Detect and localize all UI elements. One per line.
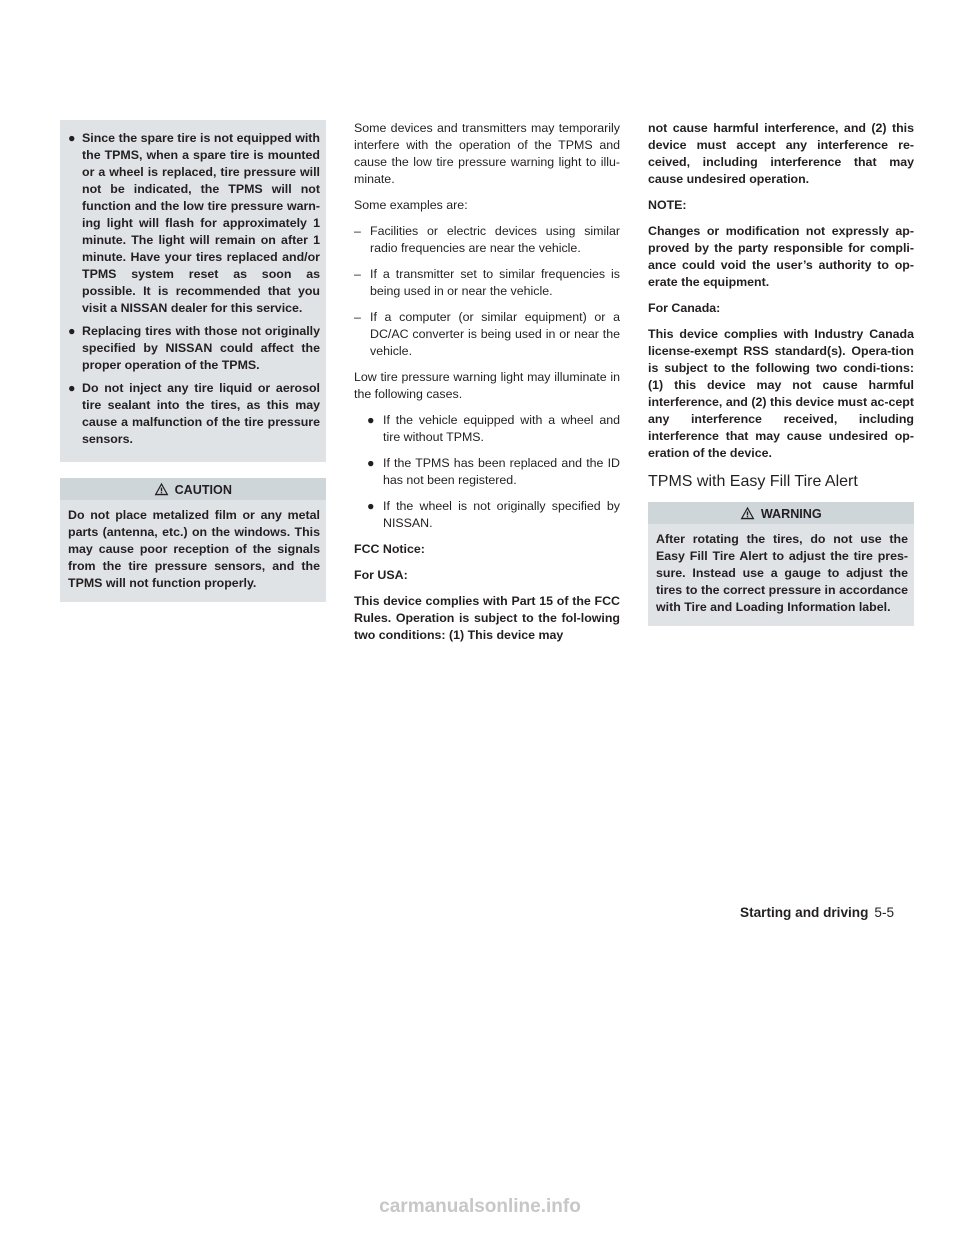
dash-mark: –: [354, 310, 361, 324]
fcc-notice-label: FCC Notice:: [354, 542, 425, 556]
paragraph: Some examples are:: [354, 198, 468, 212]
bullet-mark: ●: [367, 413, 375, 427]
warning-triangle-icon: [154, 480, 169, 504]
bullet-mark: ●: [68, 381, 76, 395]
caution-header: [60, 478, 326, 500]
for-canada-label: For Canada:: [648, 301, 721, 315]
dash-mark: –: [354, 224, 361, 238]
bullet-mark: ●: [68, 131, 76, 145]
column-1: [60, 120, 326, 602]
list-item: [367, 498, 620, 532]
list-item: [68, 380, 320, 448]
usa-compliance-text-cont: not cause harmful interference, and (2) this device must accept any interference re-ceived, including interference that may cause undesired operation.: [648, 121, 914, 186]
dash-text: Facilities or electric devices using similar radio frequencies are near the vehicle.: [370, 224, 620, 255]
list-item: [354, 223, 620, 257]
section-heading: TPMS with Easy Fill Tire Alert: [648, 473, 858, 490]
note-label: NOTE:: [648, 198, 687, 212]
bullet-text: Do not inject any tire liquid or aerosol tire sealant into the tires, as this may cause a malfunction of the tire pressure sensors.: [82, 381, 320, 446]
bullet-text: Since the spare tire is not equipped with the TPMS, when a spare tire is mounted or a wheel is replaced, tire pressure will not be indicated, the TPMS will not function and the low tire pressure warn-ing light will flash for approximately 1 minute. The light will remain on after 1 minute. Have your tires replaced and/or TPMS system reset as soon as possible. It is recommended that you visit a NISSAN dealer for this service.: [82, 131, 320, 315]
dash-mark: –: [354, 267, 361, 281]
warning-triangle-icon: [740, 504, 755, 528]
column-2: [354, 120, 620, 653]
usa-compliance-text: This device complies with Part 15 of the FCC Rules. Operation is subject to the fol-lowing two conditions: (1) This device may: [354, 594, 620, 642]
dash-text: If a computer (or similar equipment) or a DC/AC converter is being used in or near the vehicle.: [370, 310, 620, 358]
column-3: [648, 120, 914, 626]
paragraph: Low tire pressure warning light may illuminate in the following cases.: [354, 370, 620, 401]
for-usa-label: For USA:: [354, 568, 408, 582]
note-text: Changes or modification not expressly ap-proved by the party responsible for compli-ance could void the user’s authority to op-erate the equipment.: [648, 224, 914, 289]
canada-compliance-text: This device complies with Industry Canada license-exempt RSS standard(s). Opera-tion is subject to the following two condi-tions: (1) this device may not cause harmful interference, and (2) this device must ac-cept any interference received, including interference that may cause undesired op-eration of the device.: [648, 327, 914, 460]
watermark: carmanualsonline.info: [379, 1196, 581, 1217]
list-item: [367, 455, 620, 489]
list-item: [367, 412, 620, 446]
page-footer: [740, 904, 900, 922]
caution-box: [60, 478, 326, 602]
bullet-text: If the TPMS has been replaced and the ID has not been registered.: [383, 456, 620, 487]
list-item: [354, 309, 620, 360]
section-name: Starting and driving: [740, 905, 869, 920]
dash-text: If a transmitter set to similar frequencies is being used in or near the vehicle.: [370, 267, 620, 298]
bullet-text: If the wheel is not originally specified by NISSAN.: [383, 499, 620, 530]
bullet-text: Replacing tires with those not originally specified by NISSAN could affect the proper operation of the TPMS.: [82, 324, 320, 372]
list-item: [68, 323, 320, 374]
paragraph: Some devices and transmitters may temporarily interfere with the operation of the TPMS and cause the low tire pressure warning light to illu-minate.: [354, 121, 620, 186]
warning-header: [648, 502, 914, 524]
page-number: 5-5: [874, 905, 895, 920]
bullet-mark: ●: [367, 499, 375, 513]
warning-title: WARNING: [760, 507, 822, 521]
caution-title: CAUTION: [174, 483, 232, 497]
bullet-text: If the vehicle equipped with a wheel and tire without TPMS.: [383, 413, 620, 444]
warning-body: After rotating the tires, do not use the Easy Fill Tire Alert to adjust the tire pres-sure. Instead use a gauge to adjust the tires to the correct pressure in accordance with Tire and Loading Information label.: [656, 532, 908, 614]
caution-body: Do not place metalized film or any metal parts (antenna, etc.) on the windows. This may cause poor reception of the signals from the tire pressure sensors, and the TPMS will not function properly.: [68, 508, 320, 590]
bullet-mark: ●: [68, 324, 76, 338]
bullet-mark: ●: [367, 456, 375, 470]
list-item: [68, 130, 320, 317]
warning-box: [648, 502, 914, 626]
list-item: [354, 266, 620, 300]
tpms-notes-box: [60, 120, 326, 462]
